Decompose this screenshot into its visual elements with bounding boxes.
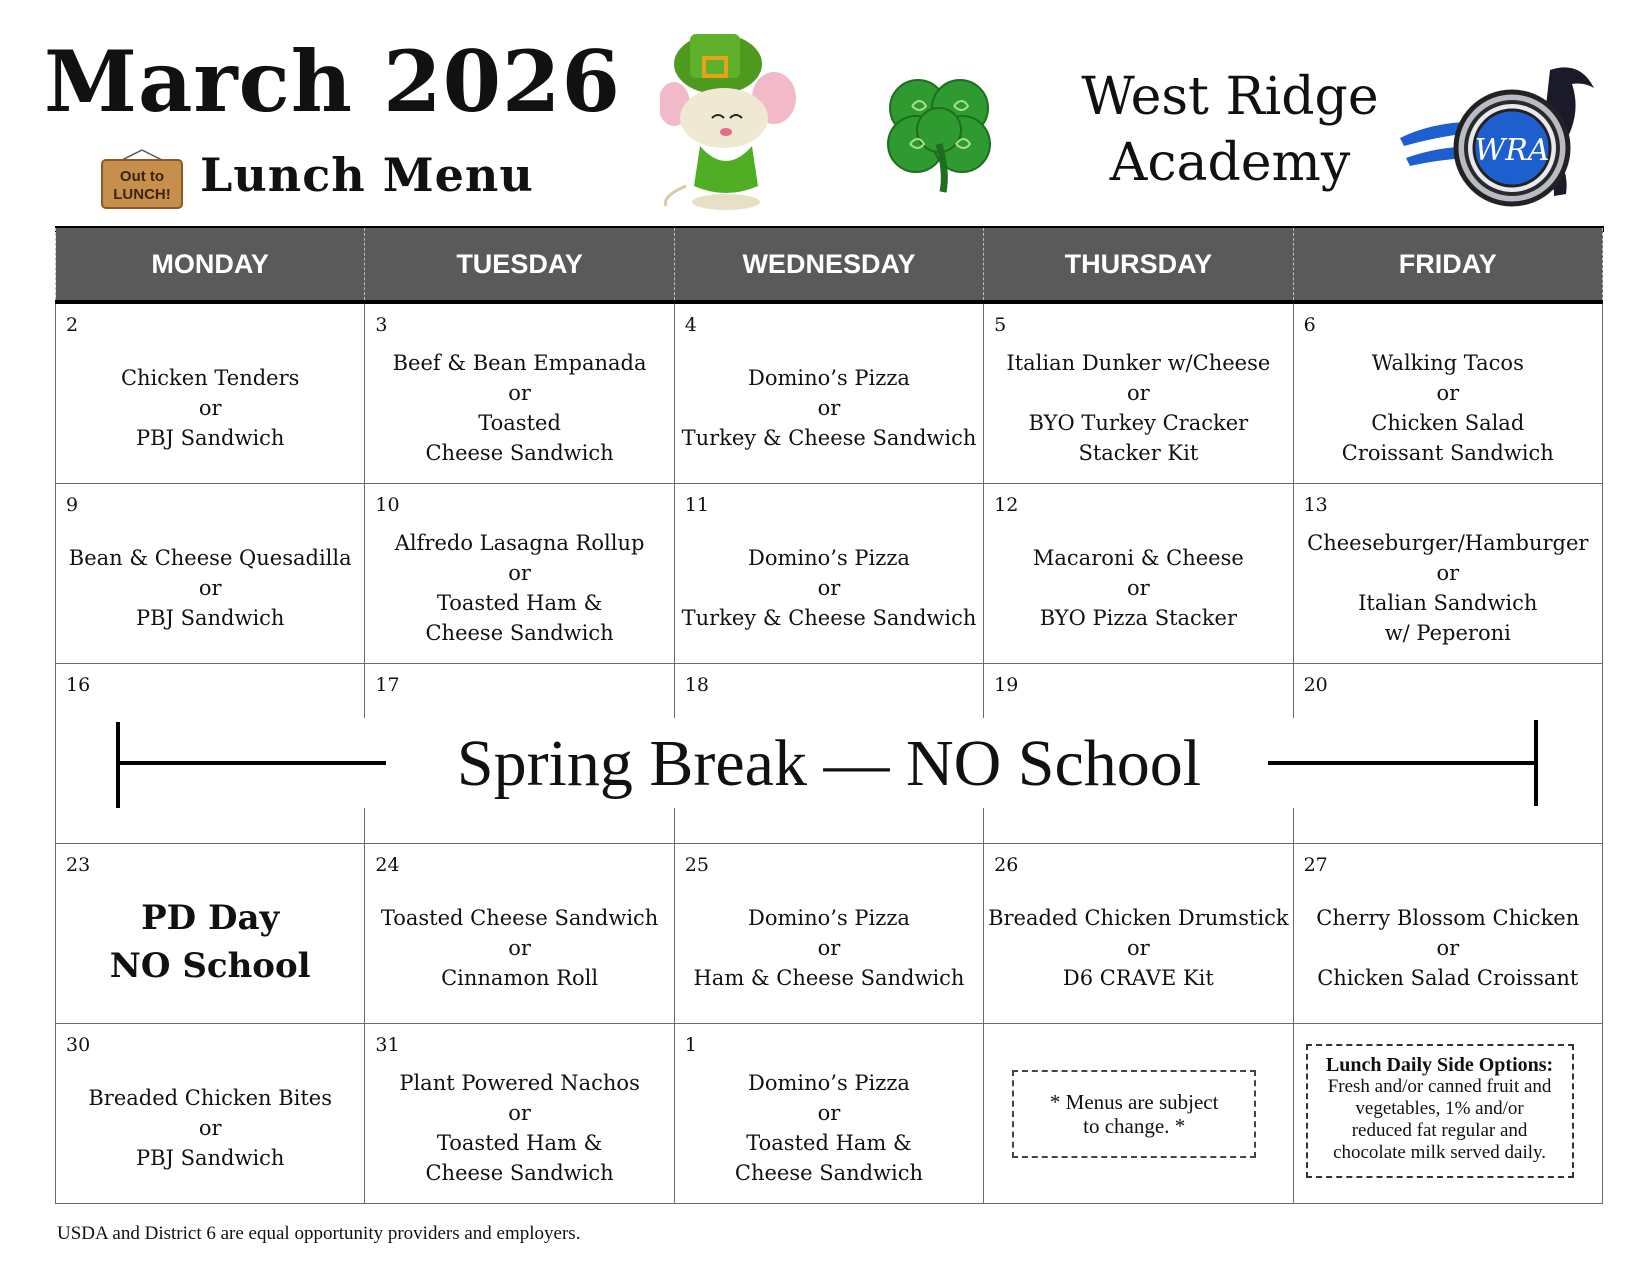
meal-line: Breaded Chicken Drumstick xyxy=(988,905,1289,930)
meal-line: Plant Powered Nachos xyxy=(399,1070,640,1095)
day-number: 4 xyxy=(684,314,697,336)
meal-line: PBJ Sandwich xyxy=(135,1145,285,1170)
meal-line: or xyxy=(817,1100,841,1125)
meal-line: D6 CRAVE Kit xyxy=(1062,965,1214,990)
meal-line: BYO Turkey Cracker xyxy=(1028,410,1249,435)
meal-line: or xyxy=(1127,935,1150,960)
meal-line: Walking Tacos xyxy=(1371,350,1524,375)
meal-line: Domino’s Pizza xyxy=(748,545,910,570)
meal-options xyxy=(365,340,673,475)
day-number: 31 xyxy=(375,1034,400,1056)
meal-line: or xyxy=(1436,380,1460,405)
menu-change-notice xyxy=(1012,1070,1256,1158)
calendar-cell xyxy=(56,484,365,664)
meal-line: Domino’s Pizza xyxy=(748,1070,910,1095)
meal-line: Chicken Tenders xyxy=(120,365,300,390)
meal-line: Chicken Salad xyxy=(1371,410,1525,435)
meal-options xyxy=(1294,520,1602,655)
calendar-cell xyxy=(984,484,1293,664)
menu-title: March 2026 xyxy=(44,32,621,131)
calendar-cell xyxy=(674,484,983,664)
day-number: 26 xyxy=(994,854,1019,876)
calendar-cell xyxy=(984,844,1293,1024)
meal-line: Chicken Salad Croissant xyxy=(1317,965,1579,990)
day-number: 2 xyxy=(66,314,79,336)
logo-text: WRA xyxy=(1474,133,1550,168)
day-number: 16 xyxy=(66,674,91,696)
meal-options xyxy=(365,880,673,1015)
meal-line: or xyxy=(817,935,841,960)
meal-line: Cheese Sandwich xyxy=(734,1160,924,1185)
meal-line: or xyxy=(1436,935,1460,960)
meal-options xyxy=(56,1060,364,1195)
meal-line: or xyxy=(1436,560,1460,585)
sides-line: chocolate milk served daily. xyxy=(1333,1142,1547,1163)
day-header-tuesday: TUESDAY xyxy=(365,228,674,302)
meal-line: Cheese Sandwich xyxy=(425,620,614,645)
day-number: 19 xyxy=(994,674,1019,696)
svg-text:Out to: Out to xyxy=(119,168,165,185)
meal-options xyxy=(1294,340,1602,475)
sides-line: reduced fat regular and xyxy=(1351,1120,1528,1141)
day-number: 5 xyxy=(994,314,1007,336)
meal-line: Turkey & Cheese Sandwich xyxy=(681,425,977,450)
meal-options xyxy=(984,520,1292,655)
meal-line: or xyxy=(817,575,841,600)
meal-line: PBJ Sandwich xyxy=(135,605,285,630)
meal-line: Italian Dunker w/Cheese xyxy=(1006,350,1271,375)
meal-line: Alfredo Lasagna Rollup xyxy=(394,530,645,555)
meal-line: Toasted Ham & xyxy=(436,590,603,615)
meal-line: Bean & Cheese Quesadilla xyxy=(68,545,352,570)
day-header-thursday: THURSDAY xyxy=(984,228,1293,302)
calendar-cell xyxy=(984,1024,1293,1204)
calendar-cell xyxy=(365,484,674,664)
meal-line: PBJ Sandwich xyxy=(135,425,285,450)
meal-line: or xyxy=(508,560,531,585)
calendar-cell xyxy=(365,1024,674,1204)
meal-line: Cheese Sandwich xyxy=(425,1160,614,1185)
day-number: 11 xyxy=(684,494,709,516)
calendar-cell xyxy=(56,844,365,1024)
notice-line: * Menus are subject xyxy=(1049,1090,1219,1114)
meal-options xyxy=(365,1060,673,1195)
school-name xyxy=(1060,64,1400,196)
day-number: 9 xyxy=(66,494,79,516)
meal-line: Toasted Ham & xyxy=(436,1130,603,1155)
day-number: 18 xyxy=(684,674,709,696)
meal-options xyxy=(56,340,364,475)
meal-line: Toasted xyxy=(478,410,561,435)
calendar-cell xyxy=(984,302,1293,484)
calendar-cell xyxy=(674,302,983,484)
spartan-logo-icon xyxy=(1400,58,1614,208)
meal-line: Stacker Kit xyxy=(1078,440,1199,465)
meal-line: Cheeseburger/Hamburger xyxy=(1307,530,1589,555)
arrow-right-endcap xyxy=(1534,720,1538,806)
footer-disclaimer: USDA and District 6 are equal opportunity providers and employers. xyxy=(57,1223,581,1244)
calendar-cell xyxy=(674,844,983,1024)
calendar-cell xyxy=(1293,844,1602,1024)
meal-options xyxy=(365,520,673,655)
calendar-cell xyxy=(1293,1024,1602,1204)
meal-line: Cherry Blossom Chicken xyxy=(1316,905,1580,930)
meal-line: Cheese Sandwich xyxy=(425,440,614,465)
day-header-wednesday: WEDNESDAY xyxy=(674,228,983,302)
arrow-right-line xyxy=(1268,761,1538,765)
day-number: 24 xyxy=(375,854,400,876)
day-header-monday: MONDAY xyxy=(56,228,365,302)
day-header-friday: FRIDAY xyxy=(1293,228,1602,302)
day-number: 25 xyxy=(684,854,709,876)
meal-options xyxy=(984,880,1292,1015)
meal-options xyxy=(675,340,983,475)
meal-line: Domino’s Pizza xyxy=(748,905,910,930)
day-number: 17 xyxy=(375,674,400,696)
pd-day-notice xyxy=(56,894,364,990)
meal-line: or xyxy=(508,935,531,960)
day-number: 30 xyxy=(66,1034,91,1056)
meal-line: Toasted Ham & xyxy=(746,1130,912,1155)
meal-line: Ham & Cheese Sandwich xyxy=(693,965,965,990)
calendar-cell xyxy=(56,302,365,484)
meal-line: Croissant Sandwich xyxy=(1341,440,1554,465)
spring-break-banner xyxy=(56,718,1602,808)
day-number: 3 xyxy=(375,314,388,336)
day-number: 1 xyxy=(684,1034,697,1056)
meal-line: Breaded Chicken Bites xyxy=(88,1085,332,1110)
day-number: 13 xyxy=(1303,494,1328,516)
pd-day-line: NO School xyxy=(109,946,311,986)
meal-line: or xyxy=(817,395,841,420)
calendar-cell xyxy=(674,1024,983,1204)
calendar-cell xyxy=(56,1024,365,1204)
meal-line: BYO Pizza Stacker xyxy=(1039,605,1238,630)
shamrock-icon xyxy=(876,70,1002,194)
calendar-cell xyxy=(1293,484,1602,664)
calendar-cell xyxy=(1293,302,1602,484)
calendar-cell xyxy=(365,302,674,484)
meal-line: or xyxy=(508,380,531,405)
meal-options xyxy=(1294,880,1602,1015)
notice-line: to change. * xyxy=(1083,1114,1186,1138)
meal-line: Cinnamon Roll xyxy=(441,965,599,990)
meal-line: or xyxy=(198,1115,222,1140)
pd-day-line: PD Day xyxy=(141,898,280,938)
meal-line: Macaroni & Cheese xyxy=(1032,545,1244,570)
leprechaun-mouse-icon xyxy=(660,26,800,210)
meal-line: or xyxy=(198,395,222,420)
meal-line: Beef & Bean Empanada xyxy=(392,350,647,375)
meal-line: or xyxy=(1127,575,1150,600)
meal-line: or xyxy=(198,575,222,600)
sides-line: vegetables, 1% and/or xyxy=(1355,1098,1524,1119)
daily-side-options xyxy=(1306,1044,1574,1178)
sides-line: Fresh and/or canned fruit and xyxy=(1327,1076,1552,1097)
svg-text:LUNCH!: LUNCH! xyxy=(113,186,171,203)
meal-options xyxy=(675,880,983,1015)
meal-options xyxy=(984,340,1292,475)
menu-subtitle: Lunch Menu xyxy=(200,148,534,202)
lunch-calendar xyxy=(55,228,1603,1204)
sides-title: Lunch Daily Side Options: xyxy=(1325,1054,1554,1076)
meal-line: Toasted Cheese Sandwich xyxy=(380,905,659,930)
meal-line: w/ Peperoni xyxy=(1384,620,1511,645)
meal-options xyxy=(675,1060,983,1195)
calendar-cell xyxy=(365,844,674,1024)
day-number: 6 xyxy=(1303,314,1316,336)
meal-line: or xyxy=(508,1100,531,1125)
out-to-lunch-sign-icon xyxy=(98,148,186,212)
day-number: 10 xyxy=(375,494,400,516)
spring-break-text: Spring Break — NO School xyxy=(456,727,1202,800)
day-number: 12 xyxy=(994,494,1019,516)
meal-line: or xyxy=(1127,380,1150,405)
meal-line: Turkey & Cheese Sandwich xyxy=(681,605,977,630)
meal-options xyxy=(675,520,983,655)
day-number: 20 xyxy=(1303,674,1328,696)
day-number: 23 xyxy=(66,854,91,876)
meal-line: Italian Sandwich xyxy=(1358,590,1538,615)
meal-line: Domino’s Pizza xyxy=(748,365,910,390)
day-number: 27 xyxy=(1303,854,1328,876)
school-name-line2: Academy xyxy=(1109,133,1351,193)
school-name-line1: West Ridge xyxy=(1081,67,1379,127)
meal-options xyxy=(56,520,364,655)
